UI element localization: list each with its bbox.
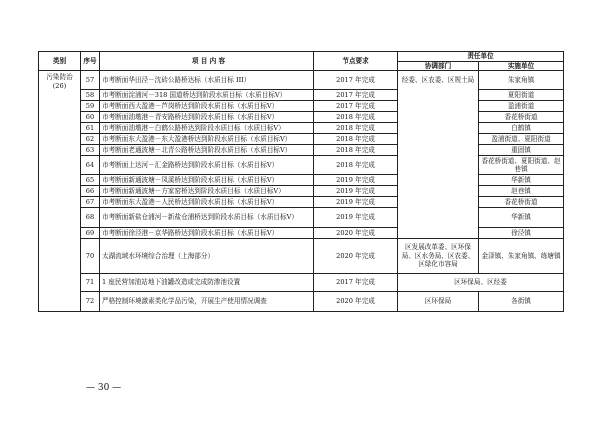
node-cell: 2018 年完成: [314, 145, 398, 156]
project-cell: 市考断面油墩港－白鹤公路桥达到阶段水质目标（水质目标Ⅴ）: [100, 123, 314, 134]
coord-cell: 区发展改革委、区环保局、区水务局、区农委、区绿化市容局: [398, 239, 479, 274]
impl-cell: 华新镇: [479, 208, 564, 228]
impl-cell: 华新镇: [479, 175, 564, 186]
table-row: [39, 197, 564, 208]
project-cell: 太湖流域水环境综合治理（上海部分）: [100, 239, 314, 274]
seq-cell: 57: [81, 71, 100, 90]
responsible-merged-cell: 区环保局、区经委: [398, 274, 564, 292]
seq-cell: 67: [81, 197, 100, 208]
table-row: [39, 292, 564, 312]
table-row: [39, 228, 564, 239]
seq-cell: 58: [81, 90, 100, 101]
seq-cell: 65: [81, 175, 100, 186]
project-cell: 1 座民营加油站地下油罐改造或完成防渗池设置: [100, 274, 314, 292]
table-row: [39, 123, 564, 134]
impl-cell: 白鹤镇: [479, 123, 564, 134]
node-cell: 2018 年完成: [314, 134, 398, 145]
node-cell: 2020 年完成: [314, 292, 398, 312]
node-cell: 2020 年完成: [314, 239, 398, 274]
coord-cell: 经委、区农委、区规土局: [398, 71, 479, 239]
seq-cell: 66: [81, 186, 100, 197]
impl-cell: 盈浦街道: [479, 101, 564, 112]
seq-cell: 69: [81, 228, 100, 239]
header-responsible: 责任单位: [398, 52, 564, 62]
project-cell: 市考断面华田泾－沈砖公路桥达标（水质目标 III）: [100, 71, 314, 90]
table-row: [39, 71, 564, 90]
project-cell: 市考断面上达河－汇金路桥达到阶段水质目标（水质目标Ⅴ）: [100, 156, 314, 175]
table-row: [39, 145, 564, 156]
header-coord: 协调部门: [398, 61, 479, 71]
seq-cell: 61: [81, 123, 100, 134]
impl-cell: 重固镇: [479, 145, 564, 156]
impl-cell: 香花桥街道、夏阳街道、赵巷镇: [479, 156, 564, 175]
project-cell: 市考断面淀浦河－318 国道桥达到阶段水质目标（水质目标Ⅴ）: [100, 90, 314, 101]
node-cell: 2019 年完成: [314, 197, 398, 208]
category-cell: 污染防治(26): [39, 71, 81, 312]
project-cell: 市考断面油墩港－青安路桥达到阶段水质目标（水质目标Ⅴ）: [100, 112, 314, 123]
project-cell: 市考断面徐泾港－京华路桥达到阶段水质目标（水质目标Ⅴ）: [100, 228, 314, 239]
table-row: [39, 90, 564, 101]
node-cell: 2020 年完成: [314, 228, 398, 239]
project-cell: 市考断面新盐仓浦河－新盐仓浦桥达到阶段水质目标（水质目标Ⅴ）: [100, 208, 314, 228]
project-cell: 市考断面东大盈港－东大盈港桥达到阶段水质目标（水质目标Ⅴ）: [100, 134, 314, 145]
node-cell: 2019 年完成: [314, 208, 398, 228]
node-cell: 2017 年完成: [314, 90, 398, 101]
coord-cell: 区环保局: [398, 292, 479, 312]
header-seq: 序号: [81, 52, 100, 71]
seq-cell: 63: [81, 145, 100, 156]
table-row: [39, 208, 564, 228]
impl-cell: 香花桥街道: [479, 197, 564, 208]
project-cell: 市考断面老通波塘－北青公路桥达到阶段水质目标（水质目标Ⅴ）: [100, 145, 314, 156]
node-cell: 2019 年完成: [314, 186, 398, 197]
project-cell: 市考断面东大盈港－人民桥达到阶段水质目标（水质目标Ⅴ）: [100, 197, 314, 208]
node-cell: 2017 年完成: [314, 274, 398, 292]
seq-cell: 59: [81, 101, 100, 112]
seq-cell: 70: [81, 239, 100, 274]
table-row: [39, 112, 564, 123]
table-row: [39, 134, 564, 145]
impl-cell: 各街镇: [479, 292, 564, 312]
node-cell: 2019 年完成: [314, 175, 398, 186]
seq-cell: 68: [81, 208, 100, 228]
impl-cell: 朱家角镇: [479, 71, 564, 90]
node-cell: 2018 年完成: [314, 156, 398, 175]
node-cell: 2018 年完成: [314, 112, 398, 123]
seq-cell: 62: [81, 134, 100, 145]
table-row: [39, 274, 564, 292]
header-node: 节点要求: [314, 52, 398, 71]
table-row: [39, 186, 564, 197]
project-cell: 市考断面西大盈港－芦岗桥达到阶段水质目标（水质目标Ⅴ）: [100, 101, 314, 112]
seq-cell: 60: [81, 112, 100, 123]
project-cell: 市考断面新通波塘－方家窑桥达到阶段水质目标（水质目标Ⅴ）: [100, 186, 314, 197]
seq-cell: 71: [81, 274, 100, 292]
node-cell: 2017 年完成: [314, 101, 398, 112]
header-category: 类别: [39, 52, 81, 71]
seq-cell: 72: [81, 292, 100, 312]
impl-cell: 夏阳街道: [479, 90, 564, 101]
header-impl: 实施单位: [479, 61, 564, 71]
node-cell: 2017 年完成: [314, 71, 398, 90]
impl-cell: 盈浦街道、夏阳街道: [479, 134, 564, 145]
impl-cell: 赵巷镇: [479, 186, 564, 197]
page-number: — 30 —: [86, 383, 122, 393]
task-table: [38, 51, 564, 312]
table-row: [39, 175, 564, 186]
header-project: 项 目 内 容: [100, 52, 314, 71]
node-cell: 2018 年完成: [314, 123, 398, 134]
table-row: [39, 101, 564, 112]
seq-cell: 64: [81, 156, 100, 175]
table-row: [39, 156, 564, 175]
project-cell: 严格控制环境激素类化学品污染，开展生产使用情况调查: [100, 292, 314, 312]
impl-cell: 金泽镇、朱家角镇、练塘镇: [479, 239, 564, 274]
table-row: [39, 239, 564, 274]
impl-cell: 香花桥街道: [479, 112, 564, 123]
impl-cell: 徐泾镇: [479, 228, 564, 239]
table-body: [39, 71, 564, 312]
project-cell: 市考断面新通波塘－凤溪桥达到阶段水质目标（水质目标Ⅴ）: [100, 175, 314, 186]
